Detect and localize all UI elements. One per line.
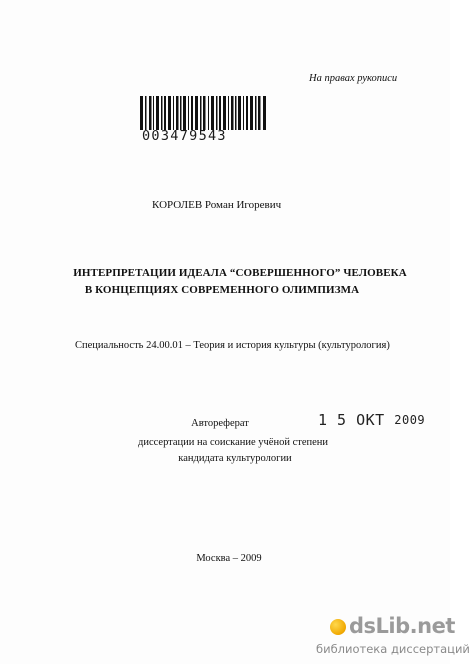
watermark-brand: dsLib.net xyxy=(349,614,455,638)
title-line-1: ИНТЕРПРЕТАЦИИ ИДЕАЛА “СОВЕРШЕННОГО” ЧЕЛОВЕКА xyxy=(73,267,407,279)
document-type: Автореферат xyxy=(191,418,249,429)
document-degree: кандидата культурологии xyxy=(178,453,292,464)
barcode-number: 003479543 xyxy=(142,128,227,144)
barcode xyxy=(140,96,266,130)
ball-icon xyxy=(330,619,346,635)
rights-notice: На правах рукописи xyxy=(309,73,398,84)
author-name: КОРОЛЕВ Роман Игоревич xyxy=(152,199,282,211)
watermark xyxy=(316,614,470,664)
document-purpose: диссертации на соискание учёной степени xyxy=(138,437,328,448)
stamp-year: 2009 xyxy=(394,413,426,427)
watermark-subtitle: библиотека диссертаций xyxy=(316,642,470,656)
title-line-2: В КОНЦЕПЦИЯХ СОВРЕМЕННОГО ОЛИМПИЗМА xyxy=(84,284,360,296)
specialty: Специальность 24.00.01 – Теория и история культуры (культурология) xyxy=(75,340,390,351)
stamp-day-month: 1 5 ОКТ xyxy=(318,411,385,429)
city-year: Москва – 2009 xyxy=(196,553,262,564)
